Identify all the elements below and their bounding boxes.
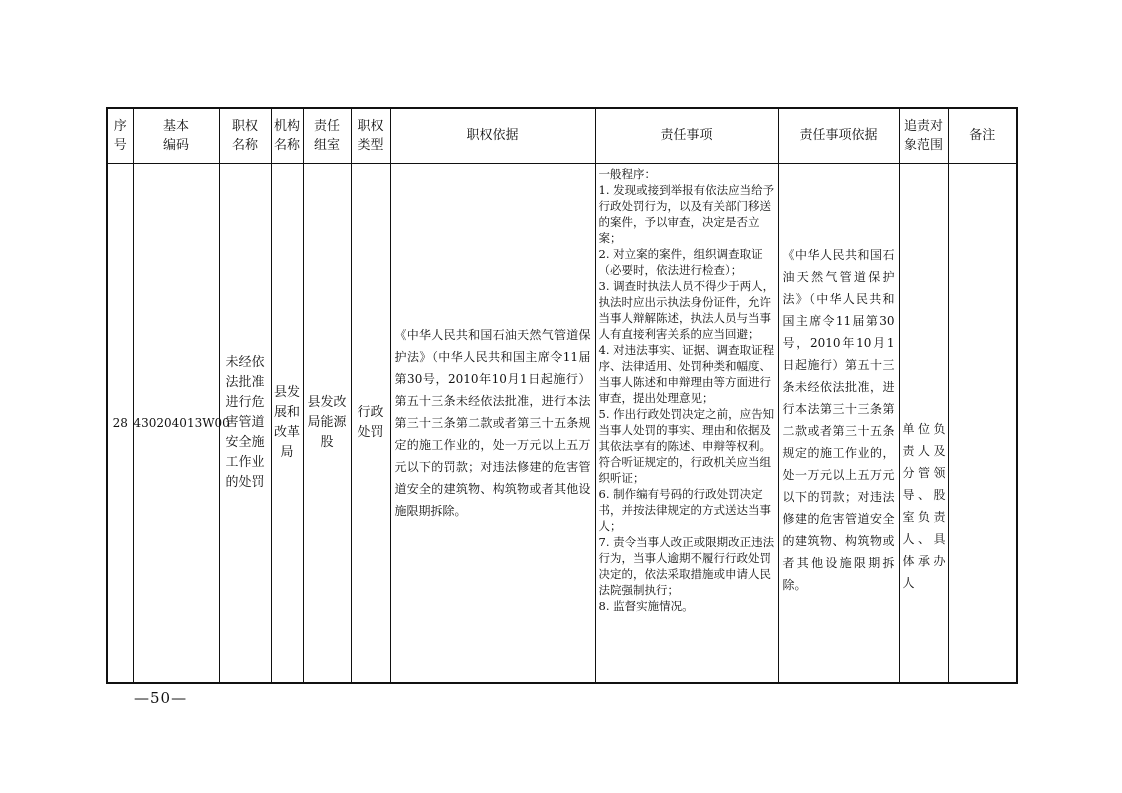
header-resp-items: 责任事项 <box>595 108 778 163</box>
power-list-table <box>106 107 1018 684</box>
resp-item: 一般程序： <box>598 166 656 181</box>
cell-basic-code: 430204013W00 <box>133 163 219 683</box>
resp-item: 2. 对立案的案件，组织调查取证（必要时，依法进行检查）； <box>598 246 763 277</box>
resp-item: 5. 作出行政处罚决定之前，应告知当事人处罚的事实、理由和依据及其依法享有的陈述、申辩等权利。符合听证规定的，行政机关应当组织听证； <box>598 406 775 485</box>
cell-account-scope: 单位负责人及分管领导、股室负责人、具体承办人 <box>899 163 948 683</box>
cell-seq: 28 <box>107 163 133 683</box>
cell-resp-items <box>595 163 778 683</box>
page-number: —50— <box>134 689 188 707</box>
header-power-basis: 职权依据 <box>390 108 595 163</box>
header-account-scope: 追责对 象范围 <box>899 108 948 163</box>
cell-power-type: 行政 处罚 <box>351 163 390 683</box>
header-seq: 序 号 <box>107 108 133 163</box>
cell-power-name: 未经依 法批准 进行危 害管道 安全施 工作业 的处罚 <box>219 163 271 683</box>
resp-item: 1. 发现或接到举报有依法应当给予行政处罚行为，以及有关部门移送的案件，予以审查，决定是否立案； <box>598 182 775 245</box>
header-row <box>107 108 1017 163</box>
header-remark: 备注 <box>948 108 1017 163</box>
header-resp-dept: 责任 组室 <box>303 108 351 163</box>
resp-item: 6. 制作编有号码的行政处罚决定书，并按法律规定的方式送达当事人； <box>598 486 771 533</box>
cell-power-basis: 《中华人民共和国石油天然气管道保护法》（中华人民共和国主席令11届第30号，2010年10月1日起施行）第五十三条未经依法批准，进行本法第三十三条第二款或者第三十五条规定的施工作业的，处一万元以上五万元以下的罚款；对违法修建的危害管道安全的建筑物、构筑物或者其他设施限期拆除。 <box>390 163 595 683</box>
header-org-name: 机构 名称 <box>271 108 303 163</box>
resp-item: 7. 责令当事人改正或限期改正违法行为，当事人逾期不履行行政处罚决定的，依法采取措施或申请人民法院强制执行； <box>598 534 775 597</box>
cell-remark <box>948 163 1017 683</box>
cell-resp-dept: 县发改 局能源 股 <box>303 163 351 683</box>
cell-resp-basis: 《中华人民共和国石油天然气管道保护法》（中华人民共和国主席令11届第30号，2010年10月1日起施行）第五十三条未经依法批准，进行本法第三十三条第二款或者第三十五条规定的施工作业的，处一万元以上五万元以下的罚款；对违法修建的危害管道安全的建筑物、构筑物或者其他设施限期拆除。 <box>778 163 899 683</box>
header-power-type: 职权 类型 <box>351 108 390 163</box>
cell-org-name: 县发 展和 改革 局 <box>271 163 303 683</box>
resp-item: 8. 监督实施情况。 <box>598 598 694 613</box>
header-resp-basis: 责任事项依据 <box>778 108 899 163</box>
resp-item: 3. 调查时执法人员不得少于两人，执法时应出示执法身份证件，允许当事人辩解陈述，执法人员与当事人有直接利害关系的应当回避； <box>598 278 775 341</box>
table-row <box>107 163 1017 683</box>
resp-item: 4. 对违法事实、证据、调查取证程序、法律适用、处罚种类和幅度、当事人陈述和申辩理由等方面进行审查，提出处理意见； <box>598 342 775 405</box>
header-basic-code: 基本 编码 <box>133 108 219 163</box>
header-power-name: 职权 名称 <box>219 108 271 163</box>
